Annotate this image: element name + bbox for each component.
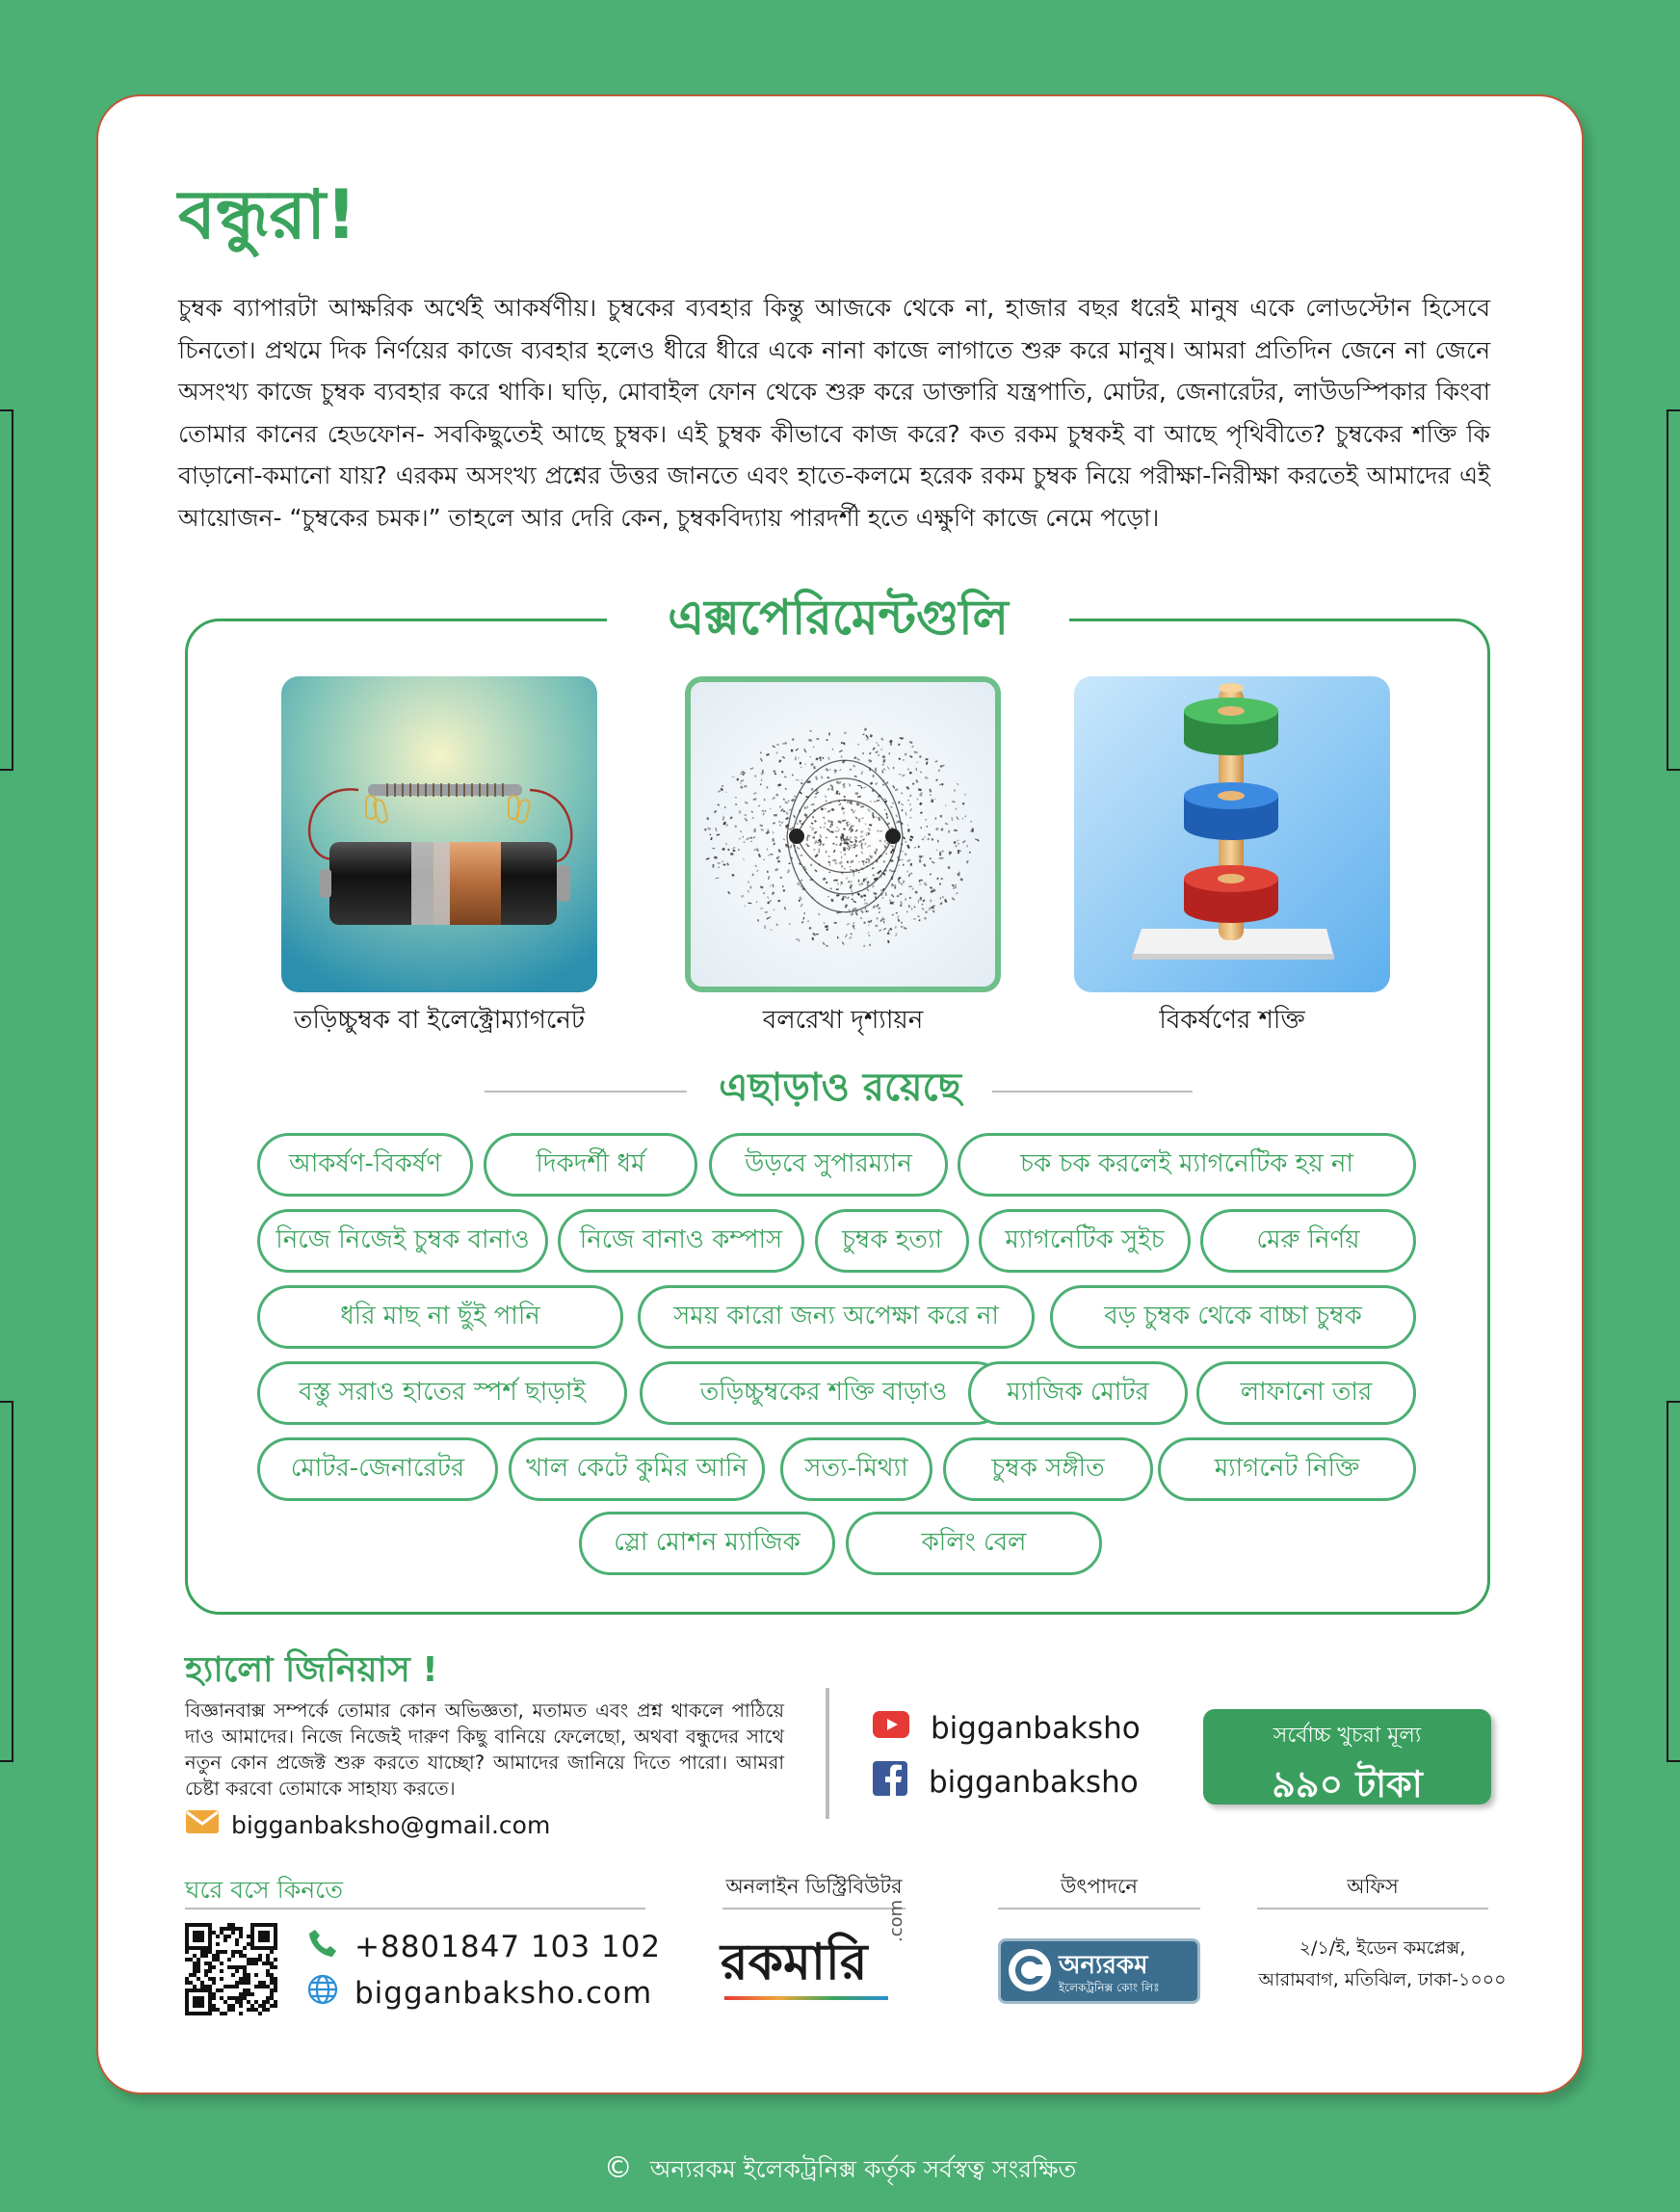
- website-url: bigganbaksho.com: [354, 1976, 653, 2011]
- extra-item: চুম্বক সঙ্গীত: [943, 1437, 1153, 1501]
- office-address-line2: আরামবাগ, মতিঝিল, ঢাকা-১০০০: [1258, 1969, 1507, 1990]
- genius-text: বিজ্ঞানবাক্স সম্পর্কে তোমার কোন অভিজ্ঞতা, মতামত এবং প্রশ্ন থাকলে পাঠিয়ে দাও আমাদের। নিজে নিজেই দারুণ কিছু বানিয়ে ফেলেছো, অথবা বন্ধুদের সাথে নতুন কোন প্রজেক্ট শুরু করতে যাচ্ছো? আমাদের জানিয়ে দিতে পারো। আমরা চেষ্টা করবো তোমাকে সাহায্য করতে।: [185, 1699, 784, 1800]
- producer-underline: [998, 1908, 1200, 1909]
- field-lines-caption: বলরেখা দৃশ্যায়ন: [762, 1006, 924, 1035]
- producer-heading: উৎপাদনে: [1061, 1875, 1138, 1898]
- rokomari-logo-underline: [724, 1996, 888, 2000]
- copyright-icon: ©: [603, 2151, 633, 2185]
- extra-item: বস্তু সরাও হাতের স্পর্শ ছাড়াই: [257, 1361, 627, 1425]
- office-heading: অফিস: [1347, 1875, 1399, 1898]
- globe-icon: [306, 1973, 339, 2014]
- youtube-icon: [873, 1711, 909, 1746]
- extras-divider-left: [485, 1091, 687, 1093]
- buy-home-heading: ঘরে বসে কিনতে: [185, 1876, 343, 1904]
- extra-item: দিকদর্শী ধর্ম: [484, 1133, 697, 1197]
- extra-item: তড়িচ্চুম্বকের শক্তি বাড়াও: [640, 1361, 1008, 1425]
- website-row[interactable]: [306, 1973, 652, 2014]
- onnorokom-logo-mark-icon: [1009, 1949, 1051, 1991]
- intro-paragraph: চুম্বক ব্যাপারটা আক্ষরিক অর্থেই আকর্ষণীয়। চুম্বকের ব্যবহার কিন্তু আজকে থেকে না, হাজার বছর ধরেই মানুষ একে লোডস্টোন হিসেবে চিনতো। প্রথমে দিক নির্ণয়ের কাজে ব্যবহার হলেও ধীরে ধীরে একে নানা কাজে লাগাতে শুরু করে মানুষ। আমরা প্রতিদিন জেনে না জেনে অসংখ্য কাজে চুম্বক ব্যবহার করে থাকি। ঘড়ি, মোবাইল ফোন থেকে শুরু করে ডাক্তারি যন্ত্রপাতি, মোটর, জেনারেটর, লাউডস্পিকার কিংবা তোমার কানের হেডফোন- সবকিছুতেই আছে চুম্বক। এই চুম্বক কীভাবে কাজ করে? কত রকম চুম্বকই বা আছে পৃথিবীতে? চুম্বকের শক্তি কি বাড়ানো-কমানো যায়? এরকম অসংখ্য প্রশ্নের উত্তর জানতে এবং হাতে-কলমে হরেক রকম চুম্বক নিয়ে পরীক্ষা-নিরীক্ষা করতেই আমাদের এই আয়োজন- “চুম্বকের চমক।” তাহলে আর দেরি কেন, চুম্বকবিদ্যায় পারদর্শী হতে এক্ষুণি কাজে নেমে পড়ো।: [178, 294, 1490, 532]
- extras-divider-right: [992, 1091, 1193, 1093]
- crop-mark-left-bottom: [0, 1401, 13, 1762]
- price-value: ৯৯০ টাকা: [1272, 1763, 1423, 1805]
- email-row[interactable]: [185, 1809, 550, 1840]
- extra-item: স্লো মোশন ম্যাজিক: [579, 1512, 835, 1575]
- extra-item: ম্যাজিক মোটর: [968, 1361, 1188, 1425]
- extra-item: সত্য-মিথ্যা: [780, 1437, 932, 1501]
- rokomari-logo-text: রকমারি: [721, 1933, 868, 1991]
- onnorokom-logo: [998, 1938, 1200, 2004]
- electromagnet-caption: তড়িচ্চুম্বক বা ইলেক্ট্রোম্যাগনেট: [293, 1006, 586, 1035]
- greeting-heading: বন্ধুরা!: [178, 175, 357, 254]
- repulsion-caption: বিকর্ষণের শক্তি: [1159, 1006, 1305, 1035]
- copyright-footer: [0, 2150, 1680, 2192]
- facebook-handle: bigganbaksho: [929, 1765, 1139, 1800]
- distributor-underline: [722, 1908, 906, 1909]
- extra-item: আকর্ষণ-বিকর্ষণ: [257, 1133, 473, 1197]
- genius-divider: [826, 1688, 829, 1819]
- extra-item: উড়বে সুপারম্যান: [709, 1133, 948, 1197]
- extras-title: এছাড়াও রয়েছে: [719, 1066, 961, 1110]
- extra-item: ম্যাগনেট নিক্তি: [1158, 1437, 1416, 1501]
- extra-item: সময় কারো জন্য অপেক্ষা করে না: [638, 1285, 1035, 1349]
- youtube-handle: bigganbaksho: [931, 1711, 1141, 1746]
- phone-icon: [306, 1927, 339, 1967]
- genius-title: হ্যালো জিনিয়াস !: [185, 1650, 438, 1690]
- extra-item: মোটর-জেনারেটর: [257, 1437, 498, 1501]
- extra-item: কলিং বেল: [846, 1512, 1102, 1575]
- extra-item: চুম্বক হত্যা: [815, 1209, 969, 1273]
- office-address-line1: ২/১/ই, ইডেন কমপ্লেক্স,: [1299, 1937, 1466, 1959]
- price-label: সর্বোচ্চ খুচরা মূল্য: [1273, 1724, 1422, 1748]
- extra-item: লাফানো তার: [1196, 1361, 1416, 1425]
- facebook-link[interactable]: [873, 1761, 1139, 1804]
- facebook-icon: [873, 1761, 907, 1804]
- extra-item: খাল কেটে কুমির আনি: [509, 1437, 765, 1501]
- rokomari-logo: [721, 1899, 913, 2006]
- copyright-text: অন্যরকম ইলেকট্রনিক্স কর্তৃক সর্বস্বত্ব সংরক্ষিত: [649, 2155, 1077, 2183]
- phone-row[interactable]: [306, 1927, 661, 1967]
- crop-mark-left-top: [0, 409, 13, 771]
- office-underline: [1257, 1908, 1488, 1909]
- extra-item: ধরি মাছ না ছুঁই পানি: [257, 1285, 623, 1349]
- extra-item: মেরু নির্ণয়: [1200, 1209, 1416, 1273]
- repulsion-image: [1074, 676, 1390, 992]
- phone-number: +8801847 103 102: [354, 1930, 662, 1964]
- crop-mark-right-top: [1667, 409, 1680, 771]
- extra-item: নিজে বানাও কম্পাস: [558, 1209, 804, 1273]
- qr-code: [185, 1923, 277, 2015]
- crop-mark-right-bottom: [1667, 1401, 1680, 1762]
- extra-item: বড় চুম্বক থেকে বাচ্চা চুম্বক: [1050, 1285, 1416, 1349]
- electromagnet-image: [281, 676, 597, 992]
- field-lines-image: [685, 676, 1001, 992]
- price-box: [1203, 1709, 1491, 1804]
- buy-home-underline: [185, 1908, 645, 1909]
- rokomari-logo-suffix: .com: [886, 1899, 906, 1942]
- extra-item: ম্যাগনেটিক সুইচ: [979, 1209, 1191, 1273]
- youtube-link[interactable]: [873, 1711, 1141, 1746]
- onnorokom-logo-name: অন্যরকম: [1059, 1951, 1148, 1980]
- email-text: bigganbaksho@gmail.com: [231, 1810, 551, 1839]
- extra-item: চক চক করলেই ম্যাগনেটিক হয় না: [958, 1133, 1416, 1197]
- mail-icon: [185, 1809, 220, 1840]
- experiments-title: এক্সপেরিমেন্টগুলি: [607, 586, 1069, 649]
- onnorokom-logo-sub: ইলেকট্রনিক্স কোং লিঃ: [1059, 1981, 1160, 1994]
- extra-item: নিজে নিজেই চুম্বক বানাও: [257, 1209, 548, 1273]
- office-address: [1252, 1933, 1512, 1996]
- distributor-heading: অনলাইন ডিস্ট্রিবিউটর: [725, 1875, 903, 1898]
